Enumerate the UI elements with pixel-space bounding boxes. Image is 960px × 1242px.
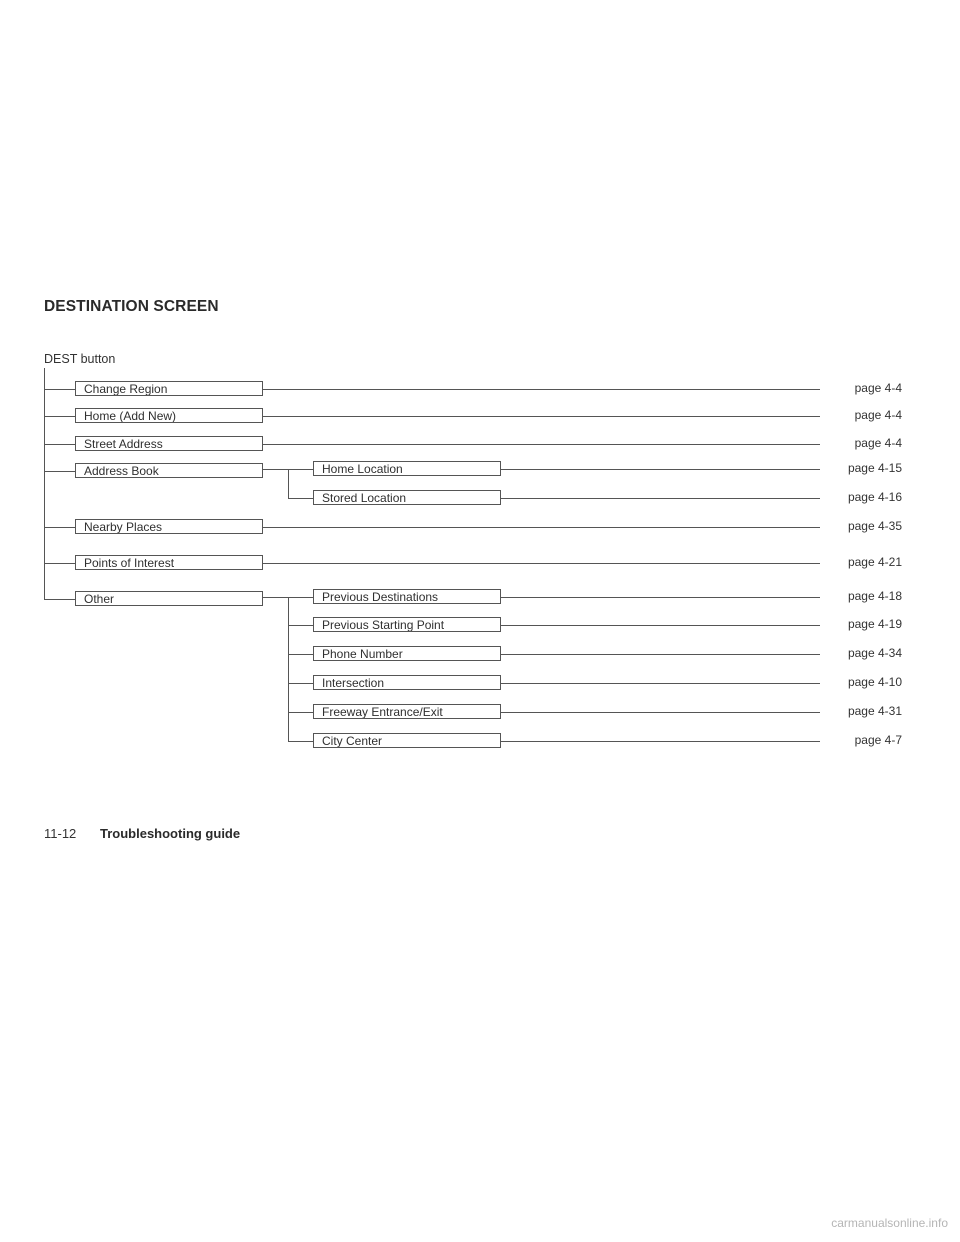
- leader-line: [501, 712, 820, 713]
- page-reference: page 4-34: [847, 646, 902, 660]
- branch-line: [288, 469, 313, 470]
- page-reference: page 4-31: [847, 704, 902, 718]
- page-reference: page 4-15: [847, 461, 902, 475]
- branch-line: [44, 471, 75, 472]
- branch-line: [288, 741, 313, 742]
- menu-box-city-center: City Center: [313, 733, 501, 748]
- page-reference: page 4-19: [847, 617, 902, 631]
- branch-line: [263, 597, 288, 598]
- leader-line: [263, 563, 820, 564]
- leader-line: [501, 625, 820, 626]
- page-reference: page 4-21: [847, 555, 902, 569]
- sub-trunk-line: [288, 597, 289, 741]
- leader-line: [501, 597, 820, 598]
- branch-line: [288, 654, 313, 655]
- menu-box-phone-number: Phone Number: [313, 646, 501, 661]
- leader-line: [501, 683, 820, 684]
- page-reference: page 4-4: [854, 408, 902, 422]
- leader-line: [501, 654, 820, 655]
- page-reference: page 4-18: [847, 589, 902, 603]
- watermark: carmanualsonline.info: [831, 1216, 948, 1230]
- leader-line: [501, 741, 820, 742]
- branch-line: [44, 563, 75, 564]
- branch-line: [288, 498, 313, 499]
- leader-line: [263, 527, 820, 528]
- page-reference: page 4-7: [854, 733, 902, 747]
- branch-line: [44, 444, 75, 445]
- branch-line: [44, 527, 75, 528]
- branch-line: [288, 597, 313, 598]
- branch-line: [44, 389, 75, 390]
- branch-line: [288, 712, 313, 713]
- menu-box-address-book: Address Book: [75, 463, 263, 478]
- page-reference: page 4-4: [854, 381, 902, 395]
- menu-box-home-add-new: Home (Add New): [75, 408, 263, 423]
- leader-line: [501, 469, 820, 470]
- menu-box-home-location: Home Location: [313, 461, 501, 476]
- leader-line: [263, 389, 820, 390]
- page-reference: page 4-35: [847, 519, 902, 533]
- page-reference: page 4-4: [854, 436, 902, 450]
- leader-line: [501, 498, 820, 499]
- footer-section-title: Troubleshooting guide: [100, 826, 241, 841]
- root-trunk-line: [44, 368, 45, 599]
- branch-line: [288, 625, 313, 626]
- menu-box-intersection: Intersection: [313, 675, 501, 690]
- menu-box-freeway-entrance-exit: Freeway Entrance/Exit: [313, 704, 501, 719]
- page-reference: page 4-10: [847, 675, 902, 689]
- menu-box-street-address: Street Address: [75, 436, 263, 451]
- leader-line: [263, 444, 820, 445]
- menu-box-nearby-places: Nearby Places: [75, 519, 263, 534]
- root-node-label: DEST button: [44, 352, 116, 366]
- menu-box-stored-location: Stored Location: [313, 490, 501, 505]
- menu-box-previous-starting-point: Previous Starting Point: [313, 617, 501, 632]
- branch-line: [263, 469, 288, 470]
- branch-line: [44, 416, 75, 417]
- sub-trunk-line: [288, 469, 289, 498]
- page-reference: page 4-16: [847, 490, 902, 504]
- footer-page-number: 11-12: [44, 826, 77, 841]
- leader-line: [263, 416, 820, 417]
- menu-box-points-of-interest: Points of Interest: [75, 555, 263, 570]
- branch-line: [44, 599, 75, 600]
- menu-box-previous-destinations: Previous Destinations: [313, 589, 501, 604]
- page-title: DESTINATION SCREEN: [44, 298, 219, 315]
- menu-box-other: Other: [75, 591, 263, 606]
- branch-line: [288, 683, 313, 684]
- menu-box-change-region: Change Region: [75, 381, 263, 396]
